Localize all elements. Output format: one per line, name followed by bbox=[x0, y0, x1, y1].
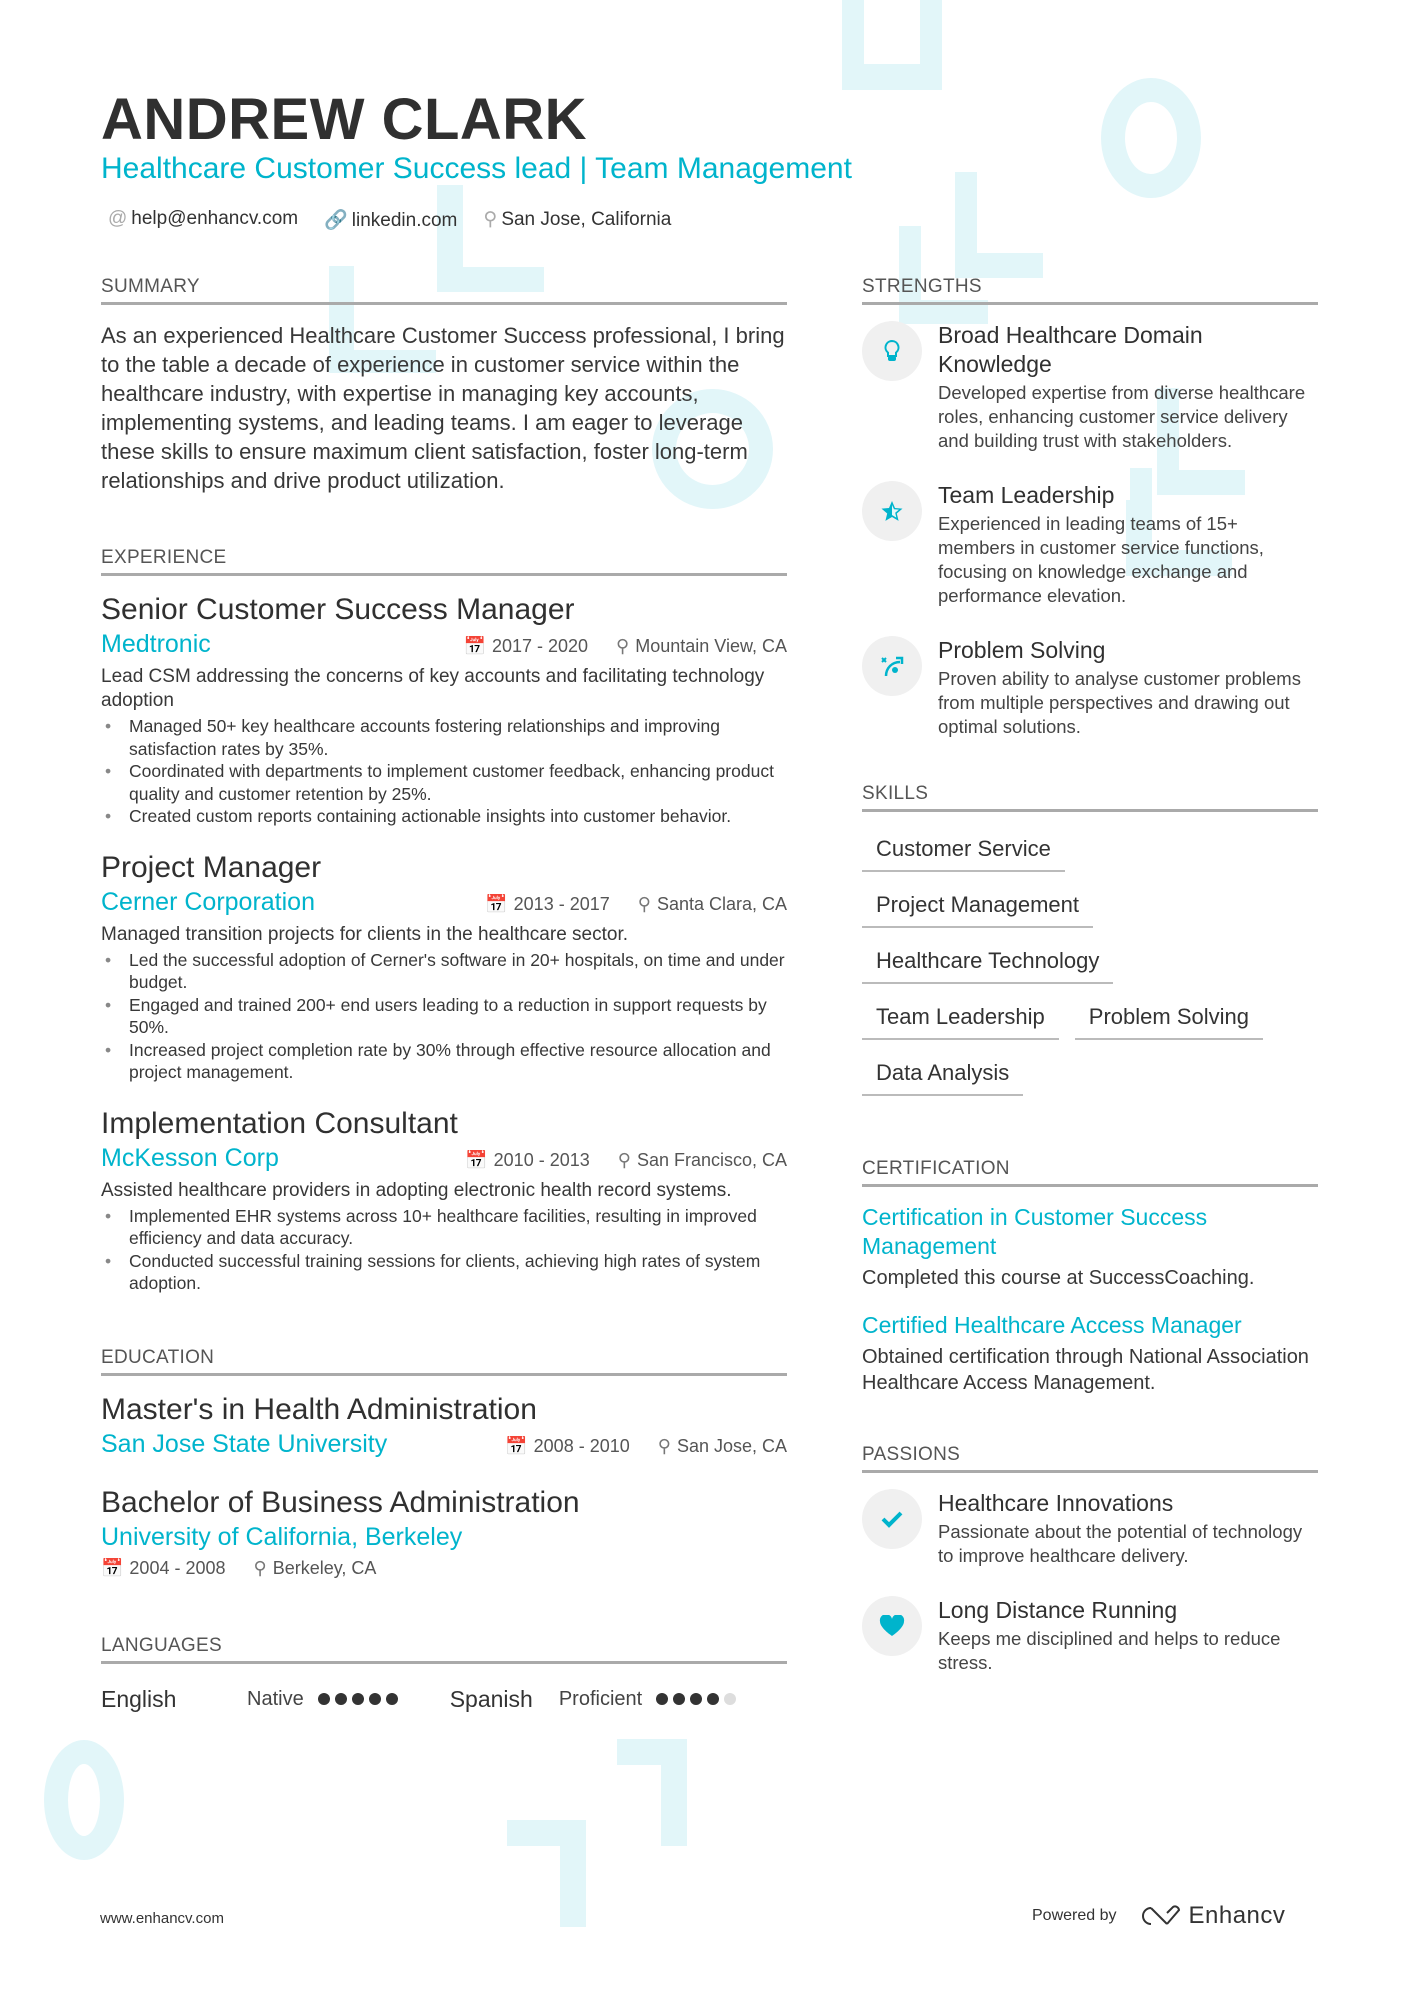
powered-by-label: Powered by bbox=[1032, 1907, 1117, 1924]
contact-location: ⚲ San Jose, California bbox=[483, 209, 672, 230]
job-dates: 2010 - 2013 bbox=[493, 1149, 590, 1170]
strength-description: Proven ability to analyse customer problems from multiple perspectives and drawing out optimal solutions. bbox=[938, 668, 1301, 737]
strength-item bbox=[862, 321, 1318, 453]
contact-email[interactable]: @ help@enhancv.com bbox=[108, 208, 299, 229]
school-name: University of California, Berkeley bbox=[101, 1522, 463, 1551]
certification-title: Certified Healthcare Access Manager bbox=[862, 1312, 1242, 1338]
experience-item bbox=[101, 1106, 787, 1295]
job-bullet: • Implemented EHR systems across 10+ healthcare facilities, resulting in improved efficiency and data accuracy. bbox=[101, 1205, 787, 1250]
job-location: Mountain View, CA bbox=[635, 636, 787, 656]
section-title-experience: EXPERIENCE bbox=[101, 547, 787, 576]
job-bullet: • Led the successful adoption of Cerner's software in 20+ hospitals, on time and under budget. bbox=[101, 949, 787, 994]
job-bullet: • Increased project completion rate by 30% through effective resource allocation and project management. bbox=[101, 1039, 787, 1084]
section-title-strengths: STRENGTHS bbox=[862, 276, 1318, 305]
skill-tag: Data Analysis bbox=[862, 1052, 1023, 1096]
at-icon: @ bbox=[108, 208, 128, 229]
language-rating bbox=[318, 1693, 398, 1705]
strength-description: Experienced in leading teams of 15+ members in customer service functions, focusing on knowledge exchange and performance elevation. bbox=[938, 513, 1264, 606]
edu-dates: 2008 - 2010 bbox=[533, 1435, 630, 1456]
skill-tag: Customer Service bbox=[862, 828, 1065, 872]
degree: Bachelor of Business Administration bbox=[101, 1485, 580, 1519]
calendar-icon: 📅 bbox=[505, 1435, 528, 1456]
skill-tag: Healthcare Technology bbox=[862, 940, 1113, 984]
education-item bbox=[101, 1485, 787, 1579]
passion-item bbox=[862, 1596, 1318, 1675]
calendar-icon: 📅 bbox=[101, 1557, 124, 1578]
strength-description: Developed expertise from diverse healthcare roles, enhancing customer service delivery and building trust with stakeholders. bbox=[938, 382, 1306, 451]
location-pin-icon: ⚲ bbox=[637, 893, 651, 914]
passion-title: Long Distance Running bbox=[938, 1597, 1178, 1623]
check-icon bbox=[862, 1489, 922, 1549]
skill-tag: Problem Solving bbox=[1075, 996, 1263, 1040]
language-rating bbox=[656, 1693, 736, 1705]
degree: Master's in Health Administration bbox=[101, 1392, 537, 1426]
calendar-icon: 📅 bbox=[485, 893, 508, 914]
section-title-passions: PASSIONS bbox=[862, 1444, 1318, 1473]
summary-text: As an experienced Healthcare Customer Success professional, I bring to the table a decade of experience in customer service within the healthcare industry, with expertise in managing key accounts, implementing systems, and leading teams. I am eager to leverage these skills to ensure maximum client satisfaction, foster long-term relationships and drive product utilization. bbox=[101, 323, 785, 493]
section-title-certification: CERTIFICATION bbox=[862, 1158, 1318, 1187]
experience-item bbox=[101, 592, 787, 828]
job-bullet: • Engaged and trained 200+ end users leading to a reduction in support requests by 50%. bbox=[101, 994, 787, 1039]
company-name: Cerner Corporation bbox=[101, 887, 315, 916]
enhancv-logo-icon bbox=[1137, 1904, 1183, 1928]
job-description: Managed transition projects for clients in the healthcare sector. bbox=[101, 923, 629, 945]
section-title-education: EDUCATION bbox=[101, 1347, 787, 1376]
skill-tag: Team Leadership bbox=[862, 996, 1059, 1040]
certification-description: Obtained certification through National Association Healthcare Access Management. bbox=[862, 1346, 1309, 1394]
certification-item bbox=[862, 1203, 1318, 1291]
certification-item bbox=[862, 1311, 1318, 1396]
section-title-summary: SUMMARY bbox=[101, 276, 787, 305]
passion-item bbox=[862, 1489, 1318, 1568]
job-bullet: • Conducted successful training sessions for clients, achieving high rates of system adoption. bbox=[101, 1250, 787, 1295]
language-name: English bbox=[101, 1685, 177, 1712]
candidate-headline: Healthcare Customer Success lead | Team Management bbox=[101, 152, 852, 185]
right-column bbox=[862, 276, 1318, 1703]
lightbulb-icon bbox=[862, 321, 922, 381]
contact-link[interactable]: 🔗 linkedin.com bbox=[324, 210, 458, 231]
languages-list bbox=[101, 1686, 787, 1713]
edu-location: San Jose, CA bbox=[676, 1435, 787, 1456]
calendar-icon: 📅 bbox=[463, 636, 486, 656]
decor-bracket-top bbox=[842, 0, 942, 90]
job-location: San Francisco, CA bbox=[636, 1149, 787, 1170]
strategy-icon bbox=[862, 636, 922, 696]
location-pin-icon: ⚲ bbox=[657, 1435, 671, 1456]
job-bullet: • Managed 50+ key healthcare accounts fostering relationships and improving satisfaction rates by 35%. bbox=[101, 715, 787, 760]
candidate-name: ANDREW CLARK bbox=[101, 87, 588, 152]
footer-branding bbox=[1032, 1902, 1285, 1930]
language-level: Native bbox=[247, 1687, 304, 1710]
section-title-skills: SKILLS bbox=[862, 783, 1318, 812]
job-description: Lead CSM addressing the concerns of key accounts and facilitating technology adoption bbox=[101, 666, 765, 711]
job-dates: 2017 - 2020 bbox=[491, 636, 589, 656]
job-bullet: • Coordinated with departments to implement customer feedback, enhancing product quality and customer retention by 25%. bbox=[101, 760, 787, 805]
section-title-languages: LANGUAGES bbox=[101, 1635, 787, 1664]
passion-description: Keeps me disciplined and helps to reduce stress. bbox=[938, 1628, 1281, 1673]
job-description: Assisted healthcare providers in adopting electronic health record systems. bbox=[101, 1179, 732, 1201]
experience-item bbox=[101, 850, 787, 1084]
passion-description: Passionate about the potential of technology to improve healthcare delivery. bbox=[938, 1521, 1303, 1566]
strength-title: Broad Healthcare Domain Knowledge bbox=[938, 322, 1203, 377]
strength-item bbox=[862, 481, 1318, 608]
language-name: Spanish bbox=[449, 1685, 533, 1712]
location-pin-icon: ⚲ bbox=[253, 1557, 267, 1578]
decor-ring-top-right bbox=[1101, 78, 1201, 198]
link-icon: 🔗 bbox=[324, 210, 348, 231]
left-column bbox=[101, 276, 787, 1713]
education-item bbox=[101, 1392, 787, 1459]
heart-icon bbox=[862, 1596, 922, 1656]
strength-item bbox=[862, 636, 1318, 739]
job-dates: 2013 - 2017 bbox=[513, 893, 610, 914]
strength-title: Problem Solving bbox=[938, 637, 1106, 663]
footer-website-link[interactable]: www.enhancv.com bbox=[100, 1910, 224, 1927]
edu-location: Berkeley, CA bbox=[272, 1557, 377, 1578]
contact-bar bbox=[108, 208, 671, 232]
location-pin-icon: ⚲ bbox=[616, 636, 630, 656]
job-title: Project Manager bbox=[101, 850, 322, 884]
certification-title: Certification in Customer Success Management bbox=[862, 1204, 1208, 1259]
skill-tag: Project Management bbox=[862, 884, 1093, 928]
strength-title: Team Leadership bbox=[938, 482, 1115, 508]
company-name: McKesson Corp bbox=[101, 1143, 279, 1172]
decor-ring-bottom-left bbox=[44, 1740, 124, 1860]
job-bullet: • Created custom reports containing actionable insights into customer behavior. bbox=[101, 805, 787, 828]
edu-dates: 2004 - 2008 bbox=[129, 1557, 226, 1578]
calendar-icon: 📅 bbox=[465, 1149, 488, 1170]
company-name: Medtronic bbox=[101, 630, 211, 658]
enhancv-logo[interactable]: Enhancv bbox=[1137, 1902, 1286, 1930]
location-pin-icon: ⚲ bbox=[617, 1149, 631, 1170]
passion-title: Healthcare Innovations bbox=[938, 1490, 1174, 1516]
star-icon bbox=[862, 481, 922, 541]
job-title: Implementation Consultant bbox=[101, 1106, 458, 1140]
skills-list bbox=[862, 828, 1318, 1108]
job-location: Santa Clara, CA bbox=[656, 893, 787, 914]
certification-description: Completed this course at SuccessCoaching. bbox=[862, 1267, 1255, 1289]
location-pin-icon: ⚲ bbox=[483, 209, 498, 230]
job-title: Senior Customer Success Manager bbox=[101, 593, 575, 626]
school-name: San Jose State University bbox=[101, 1429, 388, 1458]
language-level: Proficient bbox=[558, 1687, 643, 1710]
